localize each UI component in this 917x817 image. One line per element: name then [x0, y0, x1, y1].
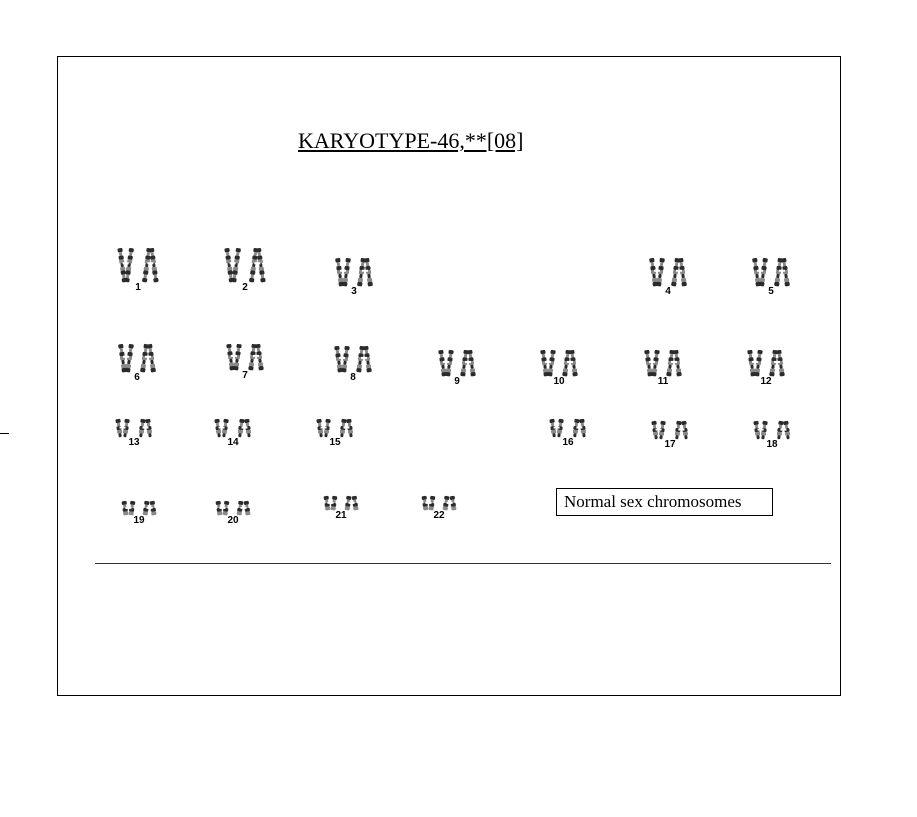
- chromosome-label: 9: [454, 376, 460, 387]
- chromosome-pair-image-2: [217, 248, 273, 282]
- sex-chromosome-note: Normal sex chromosomes: [556, 488, 773, 516]
- chromosome-label: 20: [227, 515, 239, 526]
- chromosome-pair-image-21: [317, 496, 365, 510]
- chromosome-pair-11: [638, 350, 688, 387]
- chromosome-pair-4: [643, 258, 693, 297]
- chromosome-pair-image-15: [309, 419, 361, 437]
- chromosome-pair-22: [415, 496, 463, 521]
- chromosome-pair-image-5: [746, 258, 796, 286]
- chromosome-pair-image-8: [328, 346, 378, 372]
- chromosome-label: 22: [433, 510, 445, 521]
- chromosome-pair-image-3: [329, 258, 379, 286]
- chromosome-pair-image-18: [746, 421, 798, 439]
- chromosome-pair-8: [328, 346, 378, 383]
- margin-tick: [0, 433, 9, 434]
- chromosome-pair-13: [108, 419, 160, 448]
- chromosome-pair-image-1: [110, 248, 166, 282]
- chromosome-pair-15: [309, 419, 361, 448]
- chromosome-label: 18: [766, 439, 778, 450]
- chromosome-pair-image-9: [432, 350, 482, 376]
- chromosome-pair-3: [329, 258, 379, 297]
- chromosome-pair-2: [217, 248, 273, 293]
- chromosome-label: 8: [350, 372, 356, 383]
- chromosome-label: 2: [242, 282, 248, 293]
- chromosome-pair-image-12: [741, 350, 791, 376]
- karyotype-title: KARYOTYPE-46,**[08]: [298, 128, 524, 153]
- chromosome-pair-21: [317, 496, 365, 521]
- chromosome-pair-16: [542, 419, 594, 448]
- chromosome-pair-6: [112, 344, 162, 383]
- chromosome-pair-1: [110, 248, 166, 293]
- chromosome-pair-9: [432, 350, 482, 387]
- chromosome-pair-20: [209, 501, 257, 526]
- chromosome-pair-5: [746, 258, 796, 297]
- chromosome-pair-image-17: [644, 421, 696, 439]
- chromosome-pair-12: [741, 350, 791, 387]
- chromosome-pair-18: [746, 421, 798, 450]
- chromosome-pair-image-13: [108, 419, 160, 437]
- chromosome-pair-image-11: [638, 350, 688, 376]
- chromosome-label: 12: [760, 376, 772, 387]
- chromosome-label: 19: [133, 515, 145, 526]
- chromosome-label: 16: [562, 437, 574, 448]
- chromosome-label: 17: [664, 439, 676, 450]
- chromosome-label: 15: [329, 437, 341, 448]
- chromosome-label: 5: [768, 286, 774, 297]
- chromosome-pair-image-19: [115, 501, 163, 515]
- chromosome-label: 1: [135, 282, 141, 293]
- chromosome-pair-17: [644, 421, 696, 450]
- chromosome-pair-19: [115, 501, 163, 526]
- chromosome-pair-image-6: [112, 344, 162, 372]
- chromosome-label: 4: [665, 286, 671, 297]
- chromosome-pair-image-14: [207, 419, 259, 437]
- chromosome-pair-image-22: [415, 496, 463, 510]
- chromosome-label: 13: [128, 437, 140, 448]
- chromosome-pair-7: [220, 344, 270, 381]
- chromosome-label: 11: [657, 376, 669, 387]
- chromosome-label: 7: [242, 370, 248, 381]
- chromosome-pair-image-10: [534, 350, 584, 376]
- chromosome-label: 21: [335, 510, 347, 521]
- chromosome-pair-image-16: [542, 419, 594, 437]
- chromosome-pair-10: [534, 350, 584, 387]
- divider-line: [95, 563, 831, 564]
- chromosome-pair-14: [207, 419, 259, 448]
- chromosome-pair-image-4: [643, 258, 693, 286]
- chromosome-pair-image-7: [220, 344, 270, 370]
- chromosome-label: 3: [351, 286, 357, 297]
- chromosome-pair-image-20: [209, 501, 257, 515]
- chromosome-label: 10: [553, 376, 565, 387]
- chromosome-label: 6: [134, 372, 140, 383]
- chromosome-label: 14: [227, 437, 239, 448]
